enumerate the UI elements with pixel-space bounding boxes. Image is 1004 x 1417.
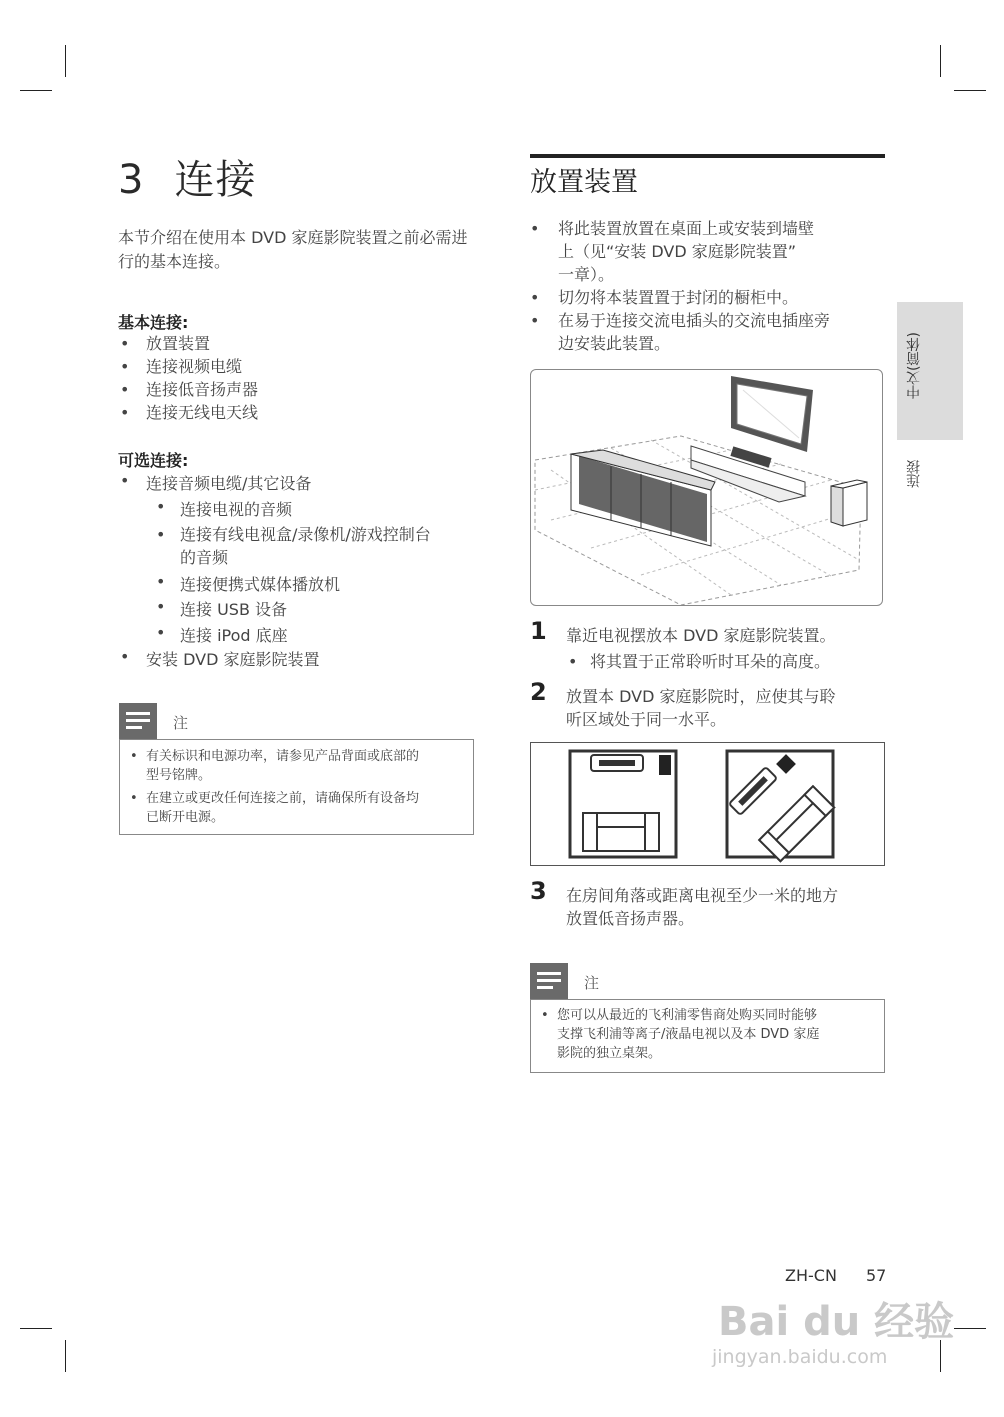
step-number: 1 bbox=[530, 617, 547, 645]
note-item: • 有关标识和电源功率，请参见产品背面或底部的 型号铭牌。 bbox=[120, 747, 473, 785]
subitem-text: 连接 iPod 底座 bbox=[180, 626, 288, 645]
note-box bbox=[530, 999, 885, 1073]
watermark-logo: Bai du 经验 bbox=[718, 1299, 955, 1345]
step-number: 3 bbox=[530, 877, 547, 905]
watermark-url: jingyan.baidu.com bbox=[712, 1346, 888, 1368]
step-number: 2 bbox=[530, 678, 547, 706]
crop-mark bbox=[20, 1328, 52, 1329]
list-item: • 切勿将本装置置于封闭的橱柜中。 bbox=[530, 286, 875, 309]
optional-heading: 可选连接: bbox=[118, 451, 189, 470]
step-text: 在房间角落或距离电视至少一米的地方 放置低音扬声器。 bbox=[566, 886, 839, 928]
optional-item-text: 安装 DVD 家庭影院装置 bbox=[146, 650, 320, 669]
section-tab-label: 连接 bbox=[906, 460, 922, 488]
subitem-text: 连接便携式媒体播放机 bbox=[180, 575, 341, 594]
list-item: • 连接视频电缆 bbox=[146, 355, 258, 378]
note-label: 注 bbox=[584, 974, 600, 992]
note-icon bbox=[530, 963, 568, 999]
optional-subitem: • 连接 iPod 底座 bbox=[156, 623, 288, 645]
optional-item: • 连接音频电缆/其它设备 bbox=[120, 471, 312, 493]
crop-mark bbox=[65, 45, 66, 77]
list-item: • 在易于连接交流电插头的交流电插座旁 边安装此装置。 bbox=[530, 309, 875, 355]
note-label: 注 bbox=[173, 714, 189, 732]
subitem-text: 连接 USB 设备 bbox=[180, 600, 288, 619]
crop-mark bbox=[65, 1340, 66, 1372]
footer-lang: ZH-CN bbox=[785, 1266, 837, 1285]
optional-subitem: • 连接 USB 设备 bbox=[156, 597, 288, 619]
crop-mark bbox=[940, 45, 941, 77]
room-placement-drawing bbox=[531, 370, 882, 605]
section-title: 放置装置 bbox=[530, 167, 638, 198]
crop-mark bbox=[954, 1328, 986, 1329]
optional-subitem: • 连接有线电视盒/录像机/游戏控制台 的音频 bbox=[156, 525, 431, 567]
basic-heading: 基本连接: bbox=[118, 313, 189, 332]
optional-item: • 安装 DVD 家庭影院装置 bbox=[120, 647, 320, 669]
placement-list bbox=[530, 217, 875, 355]
step-subitem: • 将其置于正常聆听时耳朵的高度。 bbox=[568, 652, 831, 671]
chapter-name: 连接 bbox=[174, 157, 257, 203]
optional-item-text: 连接音频电缆/其它设备 bbox=[146, 474, 312, 493]
list-item: • 放置装置 bbox=[146, 332, 258, 355]
list-item: • 连接低音扬声器 bbox=[146, 378, 258, 401]
note-item: • 在建立或更改任何连接之前，请确保所有设备均 已断开电源。 bbox=[120, 789, 473, 827]
list-item: • 将此装置放置在桌面上或安装到墙壁 上（见“安装 DVD 家庭影院装置” 一章）。 bbox=[530, 217, 875, 286]
level-placement-drawing bbox=[531, 743, 884, 865]
note-icon bbox=[119, 703, 157, 739]
room-illustration bbox=[530, 369, 883, 606]
intro-paragraph: 本节介绍在使用本 DVD 家庭影院装置之前必需进行的基本连接。 bbox=[118, 228, 468, 271]
subitem-text: 连接电视的音频 bbox=[180, 500, 293, 519]
language-tab-label: 中文(简体) bbox=[906, 332, 922, 399]
subitem-text: 连接有线电视盒/录像机/游戏控制台 bbox=[180, 525, 431, 544]
step-text: 放置本 DVD 家庭影院时，应使其与聆 听区域处于同一水平。 bbox=[566, 687, 836, 729]
crop-mark bbox=[20, 90, 52, 91]
basic-list bbox=[146, 332, 258, 424]
page-number: 57 bbox=[866, 1266, 887, 1285]
crop-mark bbox=[954, 90, 986, 91]
orientation-diagram bbox=[530, 742, 885, 866]
list-item: • 连接无线电天线 bbox=[146, 401, 258, 424]
section-rule bbox=[530, 154, 885, 158]
subitem-text: 的音频 bbox=[180, 548, 229, 567]
chapter-number: 3 bbox=[118, 157, 145, 203]
step-text: 靠近电视摆放本 DVD 家庭影院装置。 bbox=[566, 626, 836, 645]
note-item: • 您可以从最近的飞利浦零售商处购买同时能够 支撑飞利浦等离子/液晶电视以及本 DVD 家庭 影院的独立桌架。 bbox=[531, 1006, 884, 1063]
optional-subitem: • 连接便携式媒体播放机 bbox=[156, 572, 341, 594]
chapter-title bbox=[118, 148, 256, 205]
note-box bbox=[119, 739, 474, 835]
optional-subitem: • 连接电视的音频 bbox=[156, 497, 293, 519]
